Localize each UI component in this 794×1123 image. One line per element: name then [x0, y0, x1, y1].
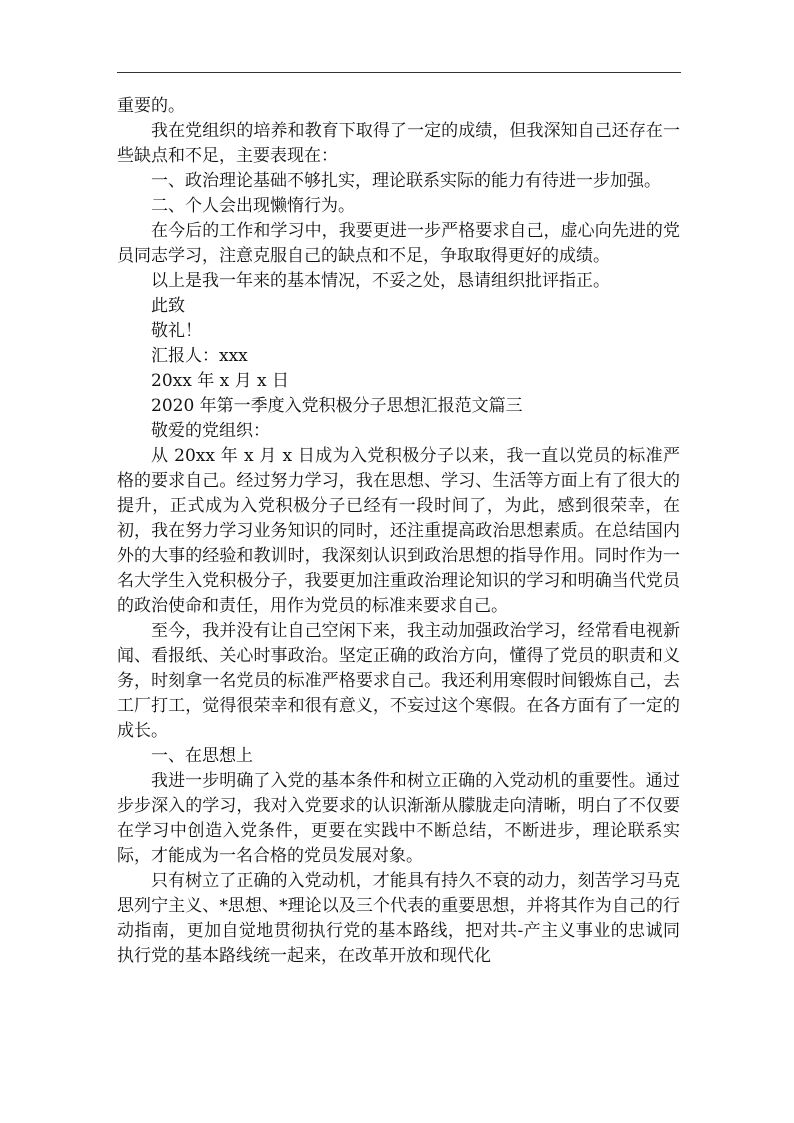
paragraph: 在今后的工作和学习中，我要更进一步严格要求自己，虚心向先进的党员同志学习，注意克服自己的缺点和不足，争取取得更好的成绩。 — [117, 221, 680, 266]
closing-line: 此致 — [151, 296, 185, 316]
paragraph: 一、政治理论基础不够扎实，理论联系实际的能力有待进一步加强。 — [151, 171, 661, 191]
paragraph: 重要的。 — [117, 96, 185, 116]
paragraph: 从 20xx 年 x 月 x 日成为入党积极分子以来，我一直以党员的标准严格的要求自己。经过努力学习，我在思想、学习、生活等方面上有了很大的提升，正式成为入党积极分子已经有一段时间了，为此，感到很荣幸，在初，我在努力学习业务知识的同时，还注重提高政治思想素质。在总结国内外的大事的经验和教训时，我深刻认识到政治思想的指导作用。同时作为一名大学生入党积极分子，我要更加注重政治理论知识的学习和明确当代党员的政治使命和责任，用作为党员的标准来要求自己。 — [117, 446, 680, 616]
paragraph: 只有树立了正确的入党动机，才能具有持久不衰的动力，刻苦学习马克思列宁主义、*思想、*理论以及三个代表的重要思想，并将其作为自己的行动指南，更加自觉地贯彻执行党的基本路线，把对共-产主义事业的忠诚同执行党的基本路线统一起来，在改革开放和现代化 — [117, 871, 680, 966]
paragraph: 我进一步明确了入党的基本条件和树立正确的入党动机的重要性。通过步步深入的学习，我对入党要求的认识渐渐从朦胧走向清晰，明白了不仅要在学习中创造入党条件，更要在实践中不断总结，不断进步，理论联系实际，才能成为一名合格的党员发展对象。 — [117, 771, 680, 866]
paragraph: 以上是我一年来的基本情况，不妥之处，恳请组织批评指正。 — [151, 271, 610, 291]
paragraph: 二、个人会出现懒惰行为。 — [151, 196, 355, 216]
reporter-line: 汇报人：xxx — [151, 346, 248, 366]
paragraph: 我在党组织的培养和教育下取得了一定的成绩，但我深知自己还存在一些缺点和不足，主要表现在： — [117, 121, 680, 166]
closing-line: 敬礼！ — [151, 321, 202, 341]
paragraph: 至今，我并没有让自己空闲下来，我主动加强政治学习，经常看电视新闻、看报纸、关心时事政治。坚定正确的政治方向，懂得了党员的职责和义务，时刻拿一名党员的标准严格要求自己。我还利用寒假时间锻炼自己，去工厂打工，觉得很荣幸和很有意义，不妄过这个寒假。在各方面有了一定的成长。 — [117, 621, 680, 741]
subheading: 一、在思想上 — [151, 746, 253, 766]
document-body — [117, 94, 680, 969]
header-rule — [117, 72, 681, 73]
salutation: 敬爱的党组织： — [151, 421, 270, 441]
section-title: 2020 年第一季度入党积极分子思想汇报范文篇三 — [151, 396, 523, 416]
date-line: 20xx 年 x 月 x 日 — [151, 371, 290, 391]
